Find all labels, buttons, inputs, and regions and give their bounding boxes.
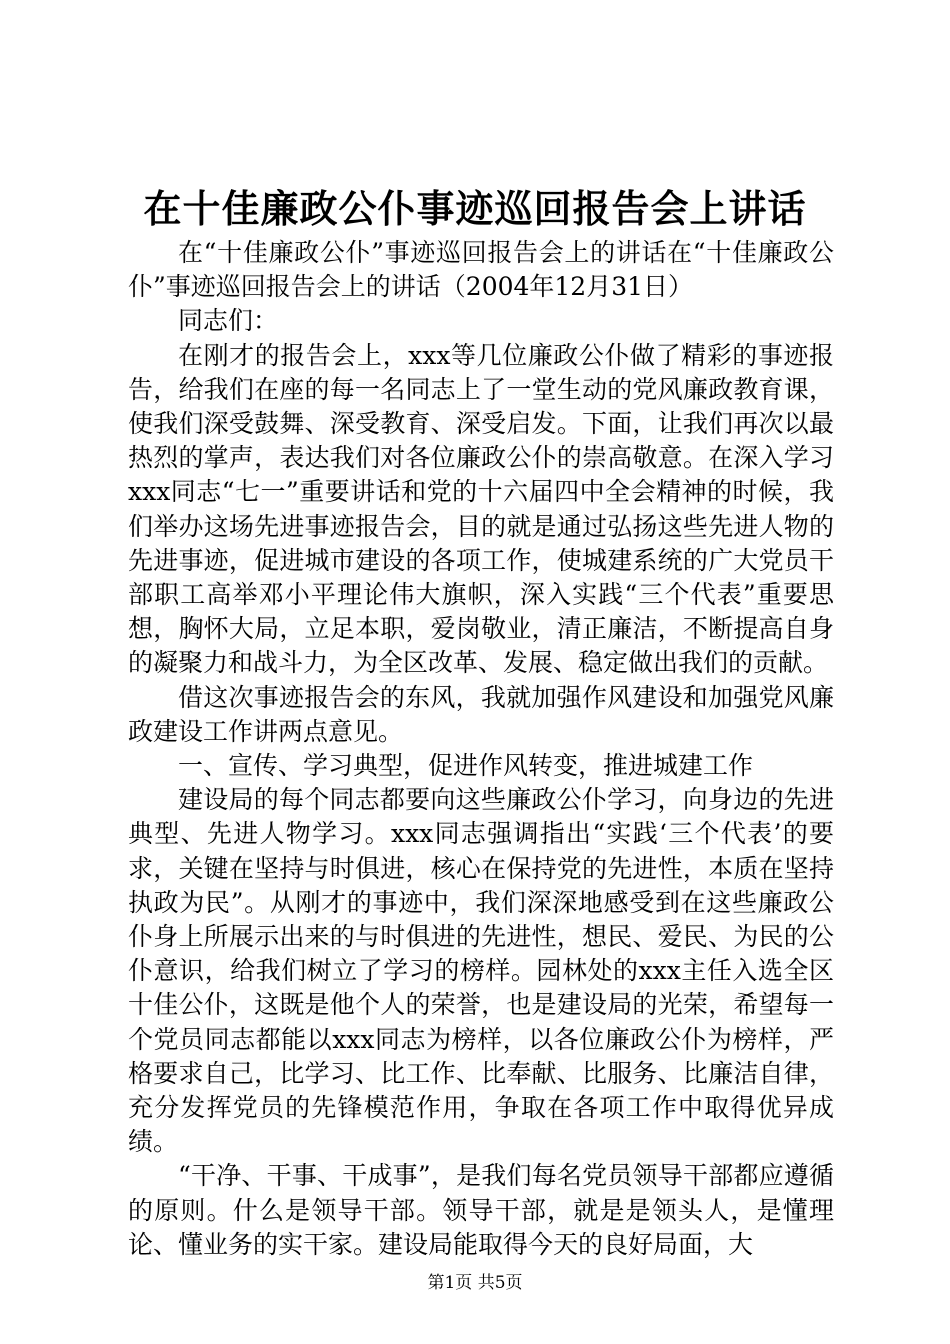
paragraph-purpose: 借这次事迹报告会的东风，我就加强作风建设和加强党风廉政建设工作讲两点意见。: [128, 682, 834, 746]
document-body: [128, 236, 834, 1262]
paragraph-principle: “干净、干事、干成事”，是我们每名党员领导干部都应遵循的原则。什么是领导干部。领导干部，就是是领头人，是懂理论、懂业务的实干家。建设局能取得今天的良好局面，大: [128, 1161, 834, 1259]
page-footer: 第1页 共5页: [427, 1273, 523, 1293]
page-title: 在十佳廉政公仆事迹巡回报告会上讲话: [143, 186, 807, 231]
paragraph-salutation: 同志们：: [178, 306, 279, 336]
paragraph-intro: 在“十佳廉政公仆”事迹巡回报告会上的讲话在“十佳廉政公仆”事迹巡回报告会上的讲话（2004年12月31日）: [128, 238, 834, 302]
section-heading-one: 一、宣传、学习典型，促进作风转变，推进城建工作: [178, 751, 754, 781]
paragraph-learning: 建设局的每个同志都要向这些廉政公仆学习，向身边的先进典型、先进人物学习。xxx同志强调指出“实践‘三个代表’的要求，关键在坚持与时俱进，核心在保持党的先进性，本质在坚持执政为民”。从刚才的事迹中，我们深深地感受到在这些廉政公仆身上所展示出来的与时俱进的先进性，想民、爱民、为民的公仆意识，给我们树立了学习的榜样。园林处的xxx主任入选全区十佳公仆，这既是他个人的荣誉，也是建设局的光荣，希望每一个党员同志都能以xxx同志为榜样，以各位廉政公仆为榜样，严格要求自己，比学习、比工作、比奉献、比服务、比廉洁自律，充分发挥党员的先锋模范作用，争取在各项工作中取得优异成绩。: [128, 785, 834, 1157]
paragraph-opening: 在刚才的报告会上，xxx等几位廉政公仆做了精彩的事迹报告，给我们在座的每一名同志上了一堂生动的党风廉政教育课，使我们深受鼓舞、深受教育、深受启发。下面，让我们再次以最热烈的掌声，表达我们对各位廉政公仆的崇高敬意。在深入学习xxx同志“七一”重要讲话和党的十六届四中全会精神的时候，我们举办这场先进事迹报告会，目的就是通过弘扬这些先进人物的先进事迹，促进城市建设的各项工作，使城建系统的广大党员干部职工高举邓小平理论伟大旗帜，深入实践“三个代表”重要思想，胸怀大局，立足本职，爱岗敬业，清正廉洁，不断提高自身的凝聚力和战斗力，为全区改革、发展、稳定做出我们的贡献。: [128, 340, 834, 678]
